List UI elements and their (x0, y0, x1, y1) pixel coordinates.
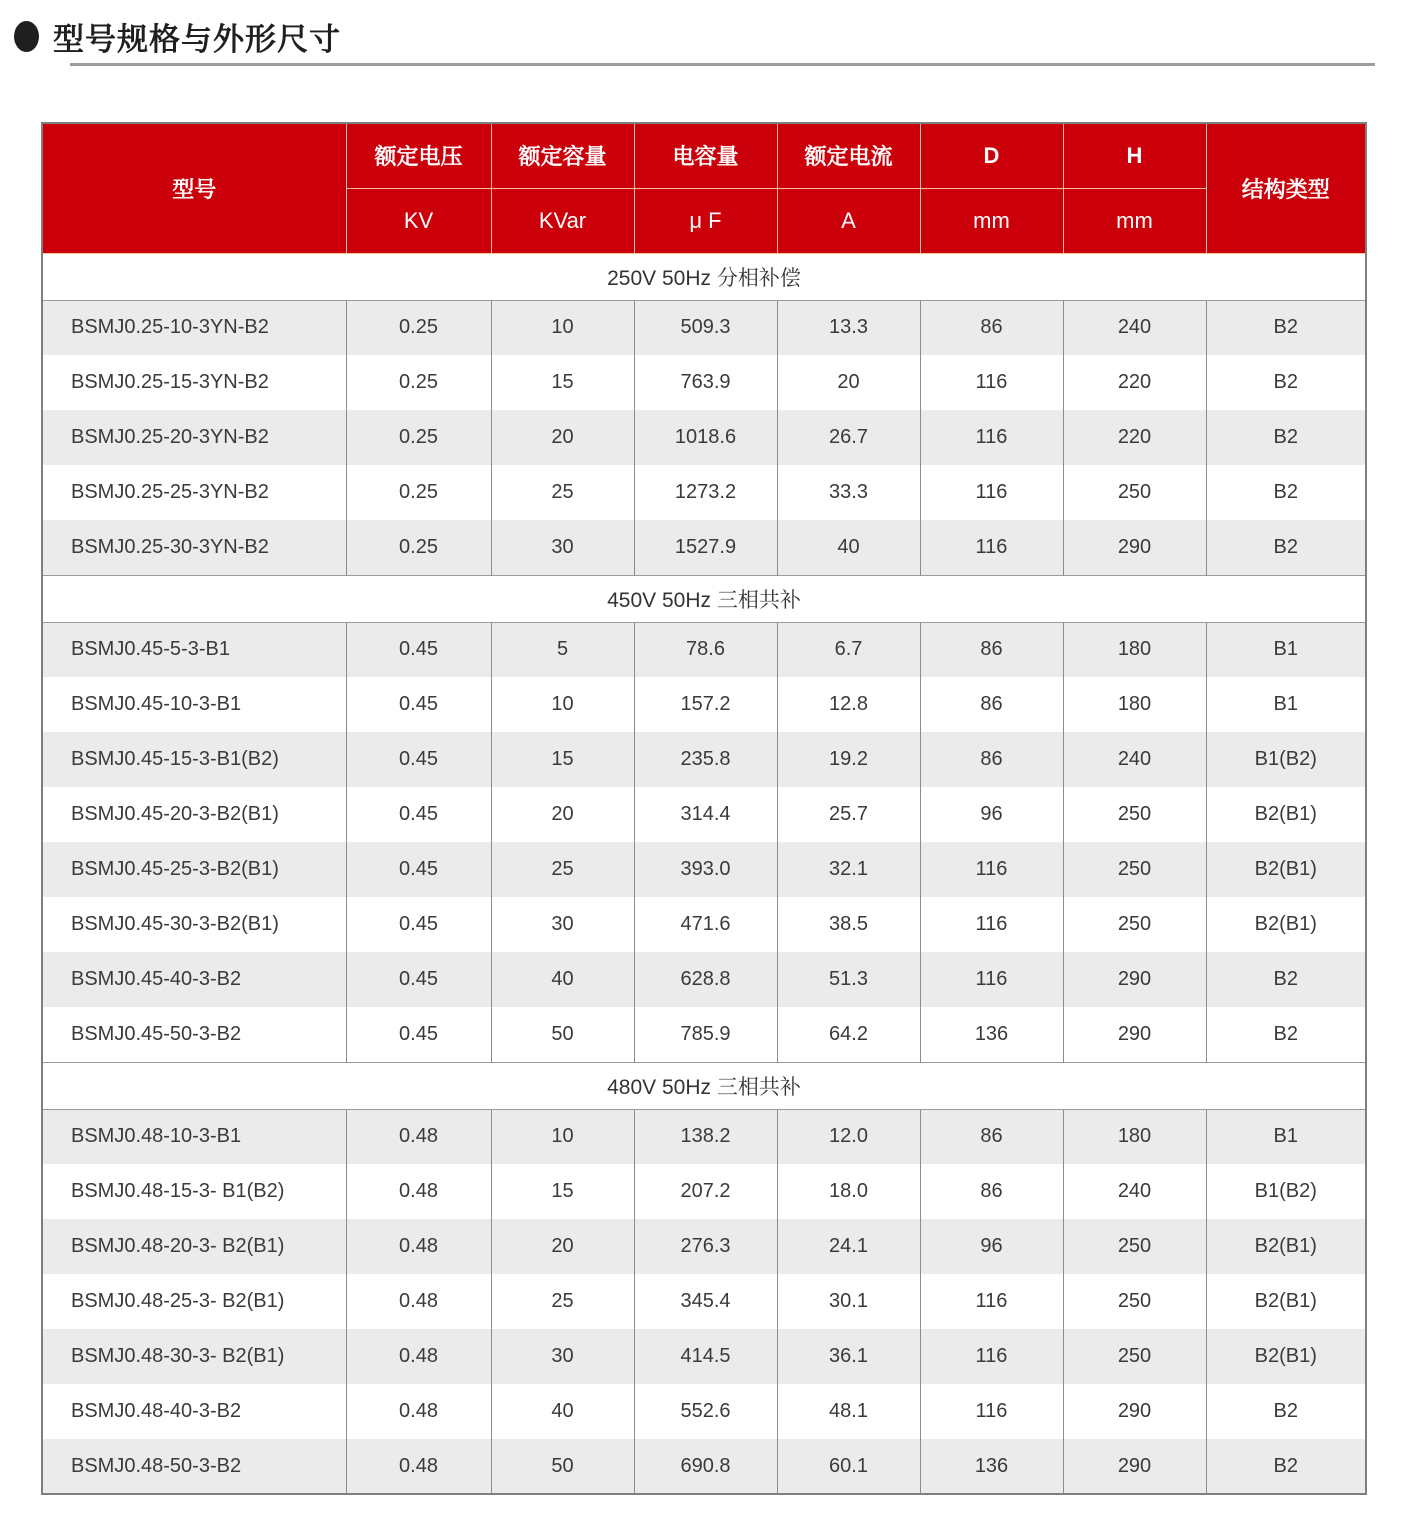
column-unit-2: KVar (491, 188, 634, 253)
value-cell: 240 (1063, 1164, 1206, 1219)
value-cell: 136 (920, 1439, 1063, 1494)
value-cell: 0.48 (346, 1439, 491, 1494)
value-cell: 86 (920, 622, 1063, 677)
column-header-7: 结构类型 (1206, 123, 1366, 253)
value-cell: 628.8 (634, 952, 777, 1007)
value-cell: 0.45 (346, 897, 491, 952)
value-cell: 96 (920, 787, 1063, 842)
column-unit-5: mm (920, 188, 1063, 253)
model-cell: BSMJ0.25-20-3YN-B2 (42, 410, 346, 465)
value-cell: 414.5 (634, 1329, 777, 1384)
value-cell: B2(B1) (1206, 787, 1366, 842)
value-cell: B2 (1206, 952, 1366, 1007)
value-cell: B2(B1) (1206, 1274, 1366, 1329)
value-cell: 64.2 (777, 1007, 920, 1062)
column-unit-1: KV (346, 188, 491, 253)
table-header (42, 123, 1366, 253)
model-cell: BSMJ0.45-10-3-B1 (42, 677, 346, 732)
value-cell: 60.1 (777, 1439, 920, 1494)
value-cell: 51.3 (777, 952, 920, 1007)
value-cell: 220 (1063, 355, 1206, 410)
value-cell: 25.7 (777, 787, 920, 842)
value-cell: 25 (491, 465, 634, 520)
value-cell: 78.6 (634, 622, 777, 677)
table-row (42, 897, 1366, 952)
value-cell: 509.3 (634, 300, 777, 355)
value-cell: 116 (920, 1274, 1063, 1329)
value-cell: 0.48 (346, 1274, 491, 1329)
model-cell: BSMJ0.45-40-3-B2 (42, 952, 346, 1007)
column-header-5: D (920, 123, 1063, 188)
value-cell: 86 (920, 677, 1063, 732)
table-row (42, 622, 1366, 677)
value-cell: 0.25 (346, 300, 491, 355)
value-cell: B2(B1) (1206, 842, 1366, 897)
value-cell: 393.0 (634, 842, 777, 897)
model-cell: BSMJ0.45-15-3-B1(B2) (42, 732, 346, 787)
column-header-0: 型号 (42, 123, 346, 253)
value-cell: 116 (920, 842, 1063, 897)
value-cell: 20 (491, 787, 634, 842)
value-cell: 1527.9 (634, 520, 777, 575)
section-row (42, 575, 1366, 622)
value-cell: 10 (491, 300, 634, 355)
value-cell: 0.25 (346, 465, 491, 520)
value-cell: 26.7 (777, 410, 920, 465)
value-cell: 290 (1063, 1384, 1206, 1439)
value-cell: 785.9 (634, 1007, 777, 1062)
value-cell: 0.48 (346, 1109, 491, 1164)
column-header-1: 额定电压 (346, 123, 491, 188)
value-cell: B2 (1206, 300, 1366, 355)
value-cell: 235.8 (634, 732, 777, 787)
value-cell: 18.0 (777, 1164, 920, 1219)
value-cell: 36.1 (777, 1329, 920, 1384)
value-cell: 0.45 (346, 787, 491, 842)
value-cell: 345.4 (634, 1274, 777, 1329)
section-title: 450V 50Hz 三相共补 (42, 575, 1366, 622)
model-cell: BSMJ0.48-30-3- B2(B1) (42, 1329, 346, 1384)
value-cell: 240 (1063, 300, 1206, 355)
value-cell: 12.0 (777, 1109, 920, 1164)
bullet-icon (14, 21, 39, 52)
table-row (42, 1274, 1366, 1329)
value-cell: 0.48 (346, 1384, 491, 1439)
value-cell: 136 (920, 1007, 1063, 1062)
table-row (42, 1109, 1366, 1164)
value-cell: 20 (491, 1219, 634, 1274)
value-cell: 276.3 (634, 1219, 777, 1274)
value-cell: 30 (491, 1329, 634, 1384)
value-cell: 250 (1063, 787, 1206, 842)
value-cell: 86 (920, 1109, 1063, 1164)
value-cell: 33.3 (777, 465, 920, 520)
value-cell: 0.48 (346, 1164, 491, 1219)
value-cell: 138.2 (634, 1109, 777, 1164)
value-cell: 250 (1063, 1219, 1206, 1274)
value-cell: 25 (491, 842, 634, 897)
model-cell: BSMJ0.25-25-3YN-B2 (42, 465, 346, 520)
value-cell: 15 (491, 355, 634, 410)
value-cell: B2 (1206, 465, 1366, 520)
value-cell: 290 (1063, 952, 1206, 1007)
model-cell: BSMJ0.25-30-3YN-B2 (42, 520, 346, 575)
value-cell: 116 (920, 1384, 1063, 1439)
value-cell: 250 (1063, 842, 1206, 897)
value-cell: 0.25 (346, 520, 491, 575)
value-cell: 0.48 (346, 1329, 491, 1384)
value-cell: 5 (491, 622, 634, 677)
model-cell: BSMJ0.48-40-3-B2 (42, 1384, 346, 1439)
value-cell: 0.45 (346, 952, 491, 1007)
table-row (42, 1219, 1366, 1274)
value-cell: 0.45 (346, 842, 491, 897)
model-cell: BSMJ0.48-20-3- B2(B1) (42, 1219, 346, 1274)
value-cell: 40 (491, 952, 634, 1007)
value-cell: 207.2 (634, 1164, 777, 1219)
table-row (42, 1329, 1366, 1384)
table-row (42, 842, 1366, 897)
column-header-6: H (1063, 123, 1206, 188)
value-cell: B2(B1) (1206, 1329, 1366, 1384)
model-cell: BSMJ0.45-30-3-B2(B1) (42, 897, 346, 952)
column-unit-3: μ F (634, 188, 777, 253)
value-cell: 86 (920, 1164, 1063, 1219)
page-title: 型号规格与外形尺寸 (53, 21, 341, 57)
value-cell: 32.1 (777, 842, 920, 897)
value-cell: B2 (1206, 410, 1366, 465)
value-cell: 116 (920, 465, 1063, 520)
value-cell: 20 (777, 355, 920, 410)
value-cell: 96 (920, 1219, 1063, 1274)
value-cell: B1(B2) (1206, 732, 1366, 787)
column-unit-6: mm (1063, 188, 1206, 253)
value-cell: 25 (491, 1274, 634, 1329)
value-cell: 1018.6 (634, 410, 777, 465)
value-cell: B1 (1206, 1109, 1366, 1164)
value-cell: 0.45 (346, 1007, 491, 1062)
table-row (42, 520, 1366, 575)
value-cell: B1 (1206, 622, 1366, 677)
value-cell: 19.2 (777, 732, 920, 787)
value-cell: B2 (1206, 520, 1366, 575)
model-cell: BSMJ0.48-10-3-B1 (42, 1109, 346, 1164)
section-title: 480V 50Hz 三相共补 (42, 1062, 1366, 1109)
section-row (42, 253, 1366, 300)
value-cell: 24.1 (777, 1219, 920, 1274)
table-row (42, 732, 1366, 787)
value-cell: 15 (491, 1164, 634, 1219)
value-cell: 10 (491, 677, 634, 732)
table-row (42, 1007, 1366, 1062)
value-cell: 314.4 (634, 787, 777, 842)
value-cell: 690.8 (634, 1439, 777, 1494)
value-cell: 10 (491, 1109, 634, 1164)
section-row (42, 1062, 1366, 1109)
table-row (42, 1384, 1366, 1439)
model-cell: BSMJ0.45-25-3-B2(B1) (42, 842, 346, 897)
value-cell: 0.45 (346, 677, 491, 732)
value-cell: 50 (491, 1439, 634, 1494)
value-cell: 30 (491, 520, 634, 575)
table-row (42, 465, 1366, 520)
column-header-4: 额定电流 (777, 123, 920, 188)
value-cell: 0.25 (346, 410, 491, 465)
section-title: 250V 50Hz 分相补偿 (42, 253, 1366, 300)
value-cell: 240 (1063, 732, 1206, 787)
table-row (42, 1439, 1366, 1494)
value-cell: 116 (920, 1329, 1063, 1384)
value-cell: 290 (1063, 1439, 1206, 1494)
model-cell: BSMJ0.45-50-3-B2 (42, 1007, 346, 1062)
value-cell: 250 (1063, 1274, 1206, 1329)
value-cell: 0.45 (346, 622, 491, 677)
value-cell: 220 (1063, 410, 1206, 465)
model-cell: BSMJ0.48-25-3- B2(B1) (42, 1274, 346, 1329)
table-row (42, 1164, 1366, 1219)
model-cell: BSMJ0.25-10-3YN-B2 (42, 300, 346, 355)
value-cell: 552.6 (634, 1384, 777, 1439)
value-cell: 116 (920, 952, 1063, 1007)
page-header (0, 14, 1405, 58)
table-row (42, 952, 1366, 1007)
value-cell: 471.6 (634, 897, 777, 952)
value-cell: 38.5 (777, 897, 920, 952)
value-cell: B2(B1) (1206, 897, 1366, 952)
value-cell: 180 (1063, 622, 1206, 677)
model-cell: BSMJ0.48-50-3-B2 (42, 1439, 346, 1494)
value-cell: 290 (1063, 520, 1206, 575)
value-cell: 250 (1063, 1329, 1206, 1384)
model-cell: BSMJ0.48-15-3- B1(B2) (42, 1164, 346, 1219)
value-cell: B1(B2) (1206, 1164, 1366, 1219)
value-cell: 50 (491, 1007, 634, 1062)
value-cell: 40 (777, 520, 920, 575)
model-cell: BSMJ0.25-15-3YN-B2 (42, 355, 346, 410)
value-cell: 116 (920, 520, 1063, 575)
column-header-2: 额定容量 (491, 123, 634, 188)
table-row (42, 787, 1366, 842)
column-header-3: 电容量 (634, 123, 777, 188)
value-cell: 15 (491, 732, 634, 787)
value-cell: 180 (1063, 677, 1206, 732)
model-cell: BSMJ0.45-20-3-B2(B1) (42, 787, 346, 842)
value-cell: B1 (1206, 677, 1366, 732)
model-cell: BSMJ0.45-5-3-B1 (42, 622, 346, 677)
value-cell: B2 (1206, 355, 1366, 410)
value-cell: 20 (491, 410, 634, 465)
value-cell: 86 (920, 732, 1063, 787)
value-cell: 48.1 (777, 1384, 920, 1439)
value-cell: 157.2 (634, 677, 777, 732)
value-cell: 116 (920, 410, 1063, 465)
value-cell: B2 (1206, 1007, 1366, 1062)
value-cell: 0.48 (346, 1219, 491, 1274)
value-cell: 13.3 (777, 300, 920, 355)
value-cell: 12.8 (777, 677, 920, 732)
spec-table (41, 122, 1367, 1495)
value-cell: 116 (920, 355, 1063, 410)
value-cell: 0.45 (346, 732, 491, 787)
value-cell: B2 (1206, 1439, 1366, 1494)
table-row (42, 300, 1366, 355)
value-cell: B2(B1) (1206, 1219, 1366, 1274)
value-cell: 180 (1063, 1109, 1206, 1164)
table-row (42, 410, 1366, 465)
value-cell: 1273.2 (634, 465, 777, 520)
value-cell: B2 (1206, 1384, 1366, 1439)
value-cell: 116 (920, 897, 1063, 952)
table-row (42, 677, 1366, 732)
column-unit-4: A (777, 188, 920, 253)
value-cell: 86 (920, 300, 1063, 355)
value-cell: 40 (491, 1384, 634, 1439)
value-cell: 290 (1063, 1007, 1206, 1062)
table-body (42, 253, 1366, 1494)
table-row (42, 355, 1366, 410)
value-cell: 30.1 (777, 1274, 920, 1329)
title-divider (70, 63, 1375, 66)
value-cell: 6.7 (777, 622, 920, 677)
value-cell: 250 (1063, 465, 1206, 520)
value-cell: 250 (1063, 897, 1206, 952)
value-cell: 30 (491, 897, 634, 952)
value-cell: 0.25 (346, 355, 491, 410)
value-cell: 763.9 (634, 355, 777, 410)
